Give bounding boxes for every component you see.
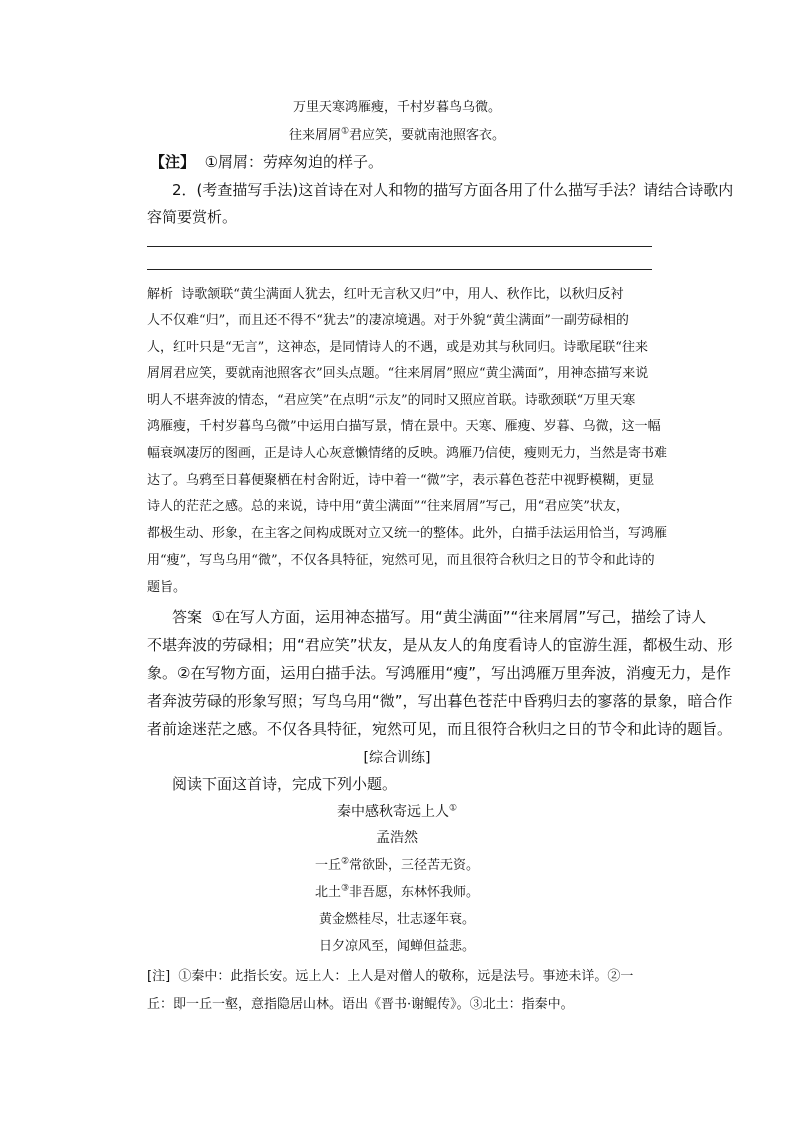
answer-line: 者奔波劳碌的形象写照；写鸟乌用“微”，写出暮色苍茫中昏鸦归去的寥落的景象，暗合作: [147, 692, 733, 710]
answer-line: 象。②在写物方面，运用白描手法。写鸿雁用“瘦”，写出鸿雁万里奔波，消瘦无力，是作: [147, 664, 731, 682]
note1-text: ①屑屑：劳瘁匆迫的样子。: [204, 153, 384, 171]
poem2-line: [0, 854, 794, 873]
poem1-line3: 万里天寒鸿雁瘦，千村岁暮鸟乌微。: [292, 100, 501, 115]
answer-blank-line-1: [147, 246, 652, 247]
note2-label: [注]: [147, 969, 171, 984]
analysis-label: 解析: [147, 287, 174, 302]
footnote-mark: ②: [340, 856, 350, 867]
answer-blank-line-2: [147, 269, 652, 270]
poem1-line4-pre: 往来屑屑: [288, 128, 341, 143]
note2-line2: 丘：即一丘一壑，意指隐居山林。语出《晋书·谢鲲传》。③北土：指秦中。: [147, 997, 574, 1012]
analysis-line: 用“瘦”，写鸟乌用“微”，不仅各具特征，宛然可见，而且很符合秋归之日的节令和此诗的: [147, 553, 655, 568]
analysis-line: 明人不堪奔波的情态，“君应笑”在点明“示友”的同时又照应首联。诗歌颈联“万里天寒: [147, 393, 636, 408]
analysis-line: 都极生动、形象，在主客之间构成既对立又统一的整体。此外，白描手法运用恰当，写鸿雁: [147, 526, 668, 541]
poem1-line4: [0, 124, 794, 143]
footnote-mark: ①: [448, 803, 458, 814]
poem2-author: 孟浩然: [376, 830, 418, 846]
analysis-line: 题旨。: [147, 580, 187, 595]
question2-line2: 容简要赏析。: [147, 208, 238, 226]
analysis-text: 诗歌颔联“黄尘满面人犹去，红叶无言秋又归”中，用人、秋作比，以秋归反衬: [181, 287, 624, 302]
poem2-line-pre: 一丘: [314, 858, 341, 873]
poem2-title-text: 秦中感秋寄远上人: [336, 804, 449, 820]
poem2-line-pre: 北土: [314, 885, 341, 900]
poem2-line: 日夕凉风至，闻蝉但益悲。: [318, 939, 475, 954]
answer-line: [172, 606, 707, 627]
analysis-line: [147, 283, 652, 302]
note2-line1: [147, 965, 633, 984]
analysis-line: 屑屑君应笑，要就南池照客衣”回头点题。“往来屑屑”照应“黄尘满面”，用神态描写来说: [147, 366, 649, 381]
analysis-line: 人，红叶只是“无言”，这神态，是同情诗人的不遇，或是劝其与秋同归。诗歌尾联“往来: [147, 340, 648, 355]
analysis-line: 鸿雁瘦，千村岁暮鸟乌微”中运用白描写景，情在景中。天寒、雁瘦、岁暮、乌微，这一幅: [147, 419, 661, 434]
note2-text: ①秦中：此指长安。远上人：上人是对僧人的敬称，远是法号。事迹未详。②一: [178, 969, 634, 984]
poem2-line: [0, 881, 794, 900]
reading-instruction: 阅读下面这首诗，完成下列小题。: [172, 775, 398, 793]
section-title: [综合训练]: [363, 750, 431, 766]
analysis-line: 幅衰飒凄厉的图画，正是诗人心灰意懒情绪的反映。鸿雁乃信使，瘦则无力，当然是寄书难: [147, 446, 668, 461]
answer-text: ①在写人方面，运用神态描写。用“黄尘满面”“往来屑屑”写己，描绘了诗人: [211, 608, 707, 626]
answer-line: 不堪奔波的劳碌相；用“君应笑”状友，是从友人的角度看诗人的宦游生涯，都极生动、形: [147, 636, 733, 654]
note1: [150, 151, 383, 172]
answer-line: 者前途迷茫之感。不仅各具特征，宛然可见，而且很符合秋归之日的节令和此诗的题旨。: [147, 720, 733, 738]
poem2-line-post: 常欲卧，三径苦无资。: [349, 858, 480, 873]
analysis-line: 人不仅难“归”，而且还不得不“犹去”的凄凉境遇。对于外貌“黄尘满面”一副劳碌相的: [147, 313, 629, 328]
answer-label: 答案: [172, 608, 203, 626]
poem2-line: 黄金燃桂尽，壮志逐年衰。: [318, 912, 475, 927]
poem2-line-post: 非吾愿，东林怀我师。: [349, 885, 480, 900]
analysis-line: 达了。乌鸦至日暮便聚栖在村舍附近，诗中着一“微”字，表示暮色苍茫中视野模糊，更显: [147, 473, 655, 488]
question2-line1: 2．(考查描写手法)这首诗在对人和物的描写方面各用了什么描写手法？请结合诗歌内: [172, 181, 734, 199]
footnote-mark: ①: [340, 126, 350, 137]
analysis-line: 诗人的茫茫之感。总的来说，诗中用“黄尘满面”“往来屑屑”写己，用“君应笑”状友，: [147, 499, 629, 514]
footnote-mark: ③: [340, 883, 350, 894]
poem1-line4-post: 君应笑，要就南池照客衣。: [349, 128, 506, 143]
note1-label: 【注】: [150, 153, 196, 171]
poem2-title: [0, 801, 794, 821]
